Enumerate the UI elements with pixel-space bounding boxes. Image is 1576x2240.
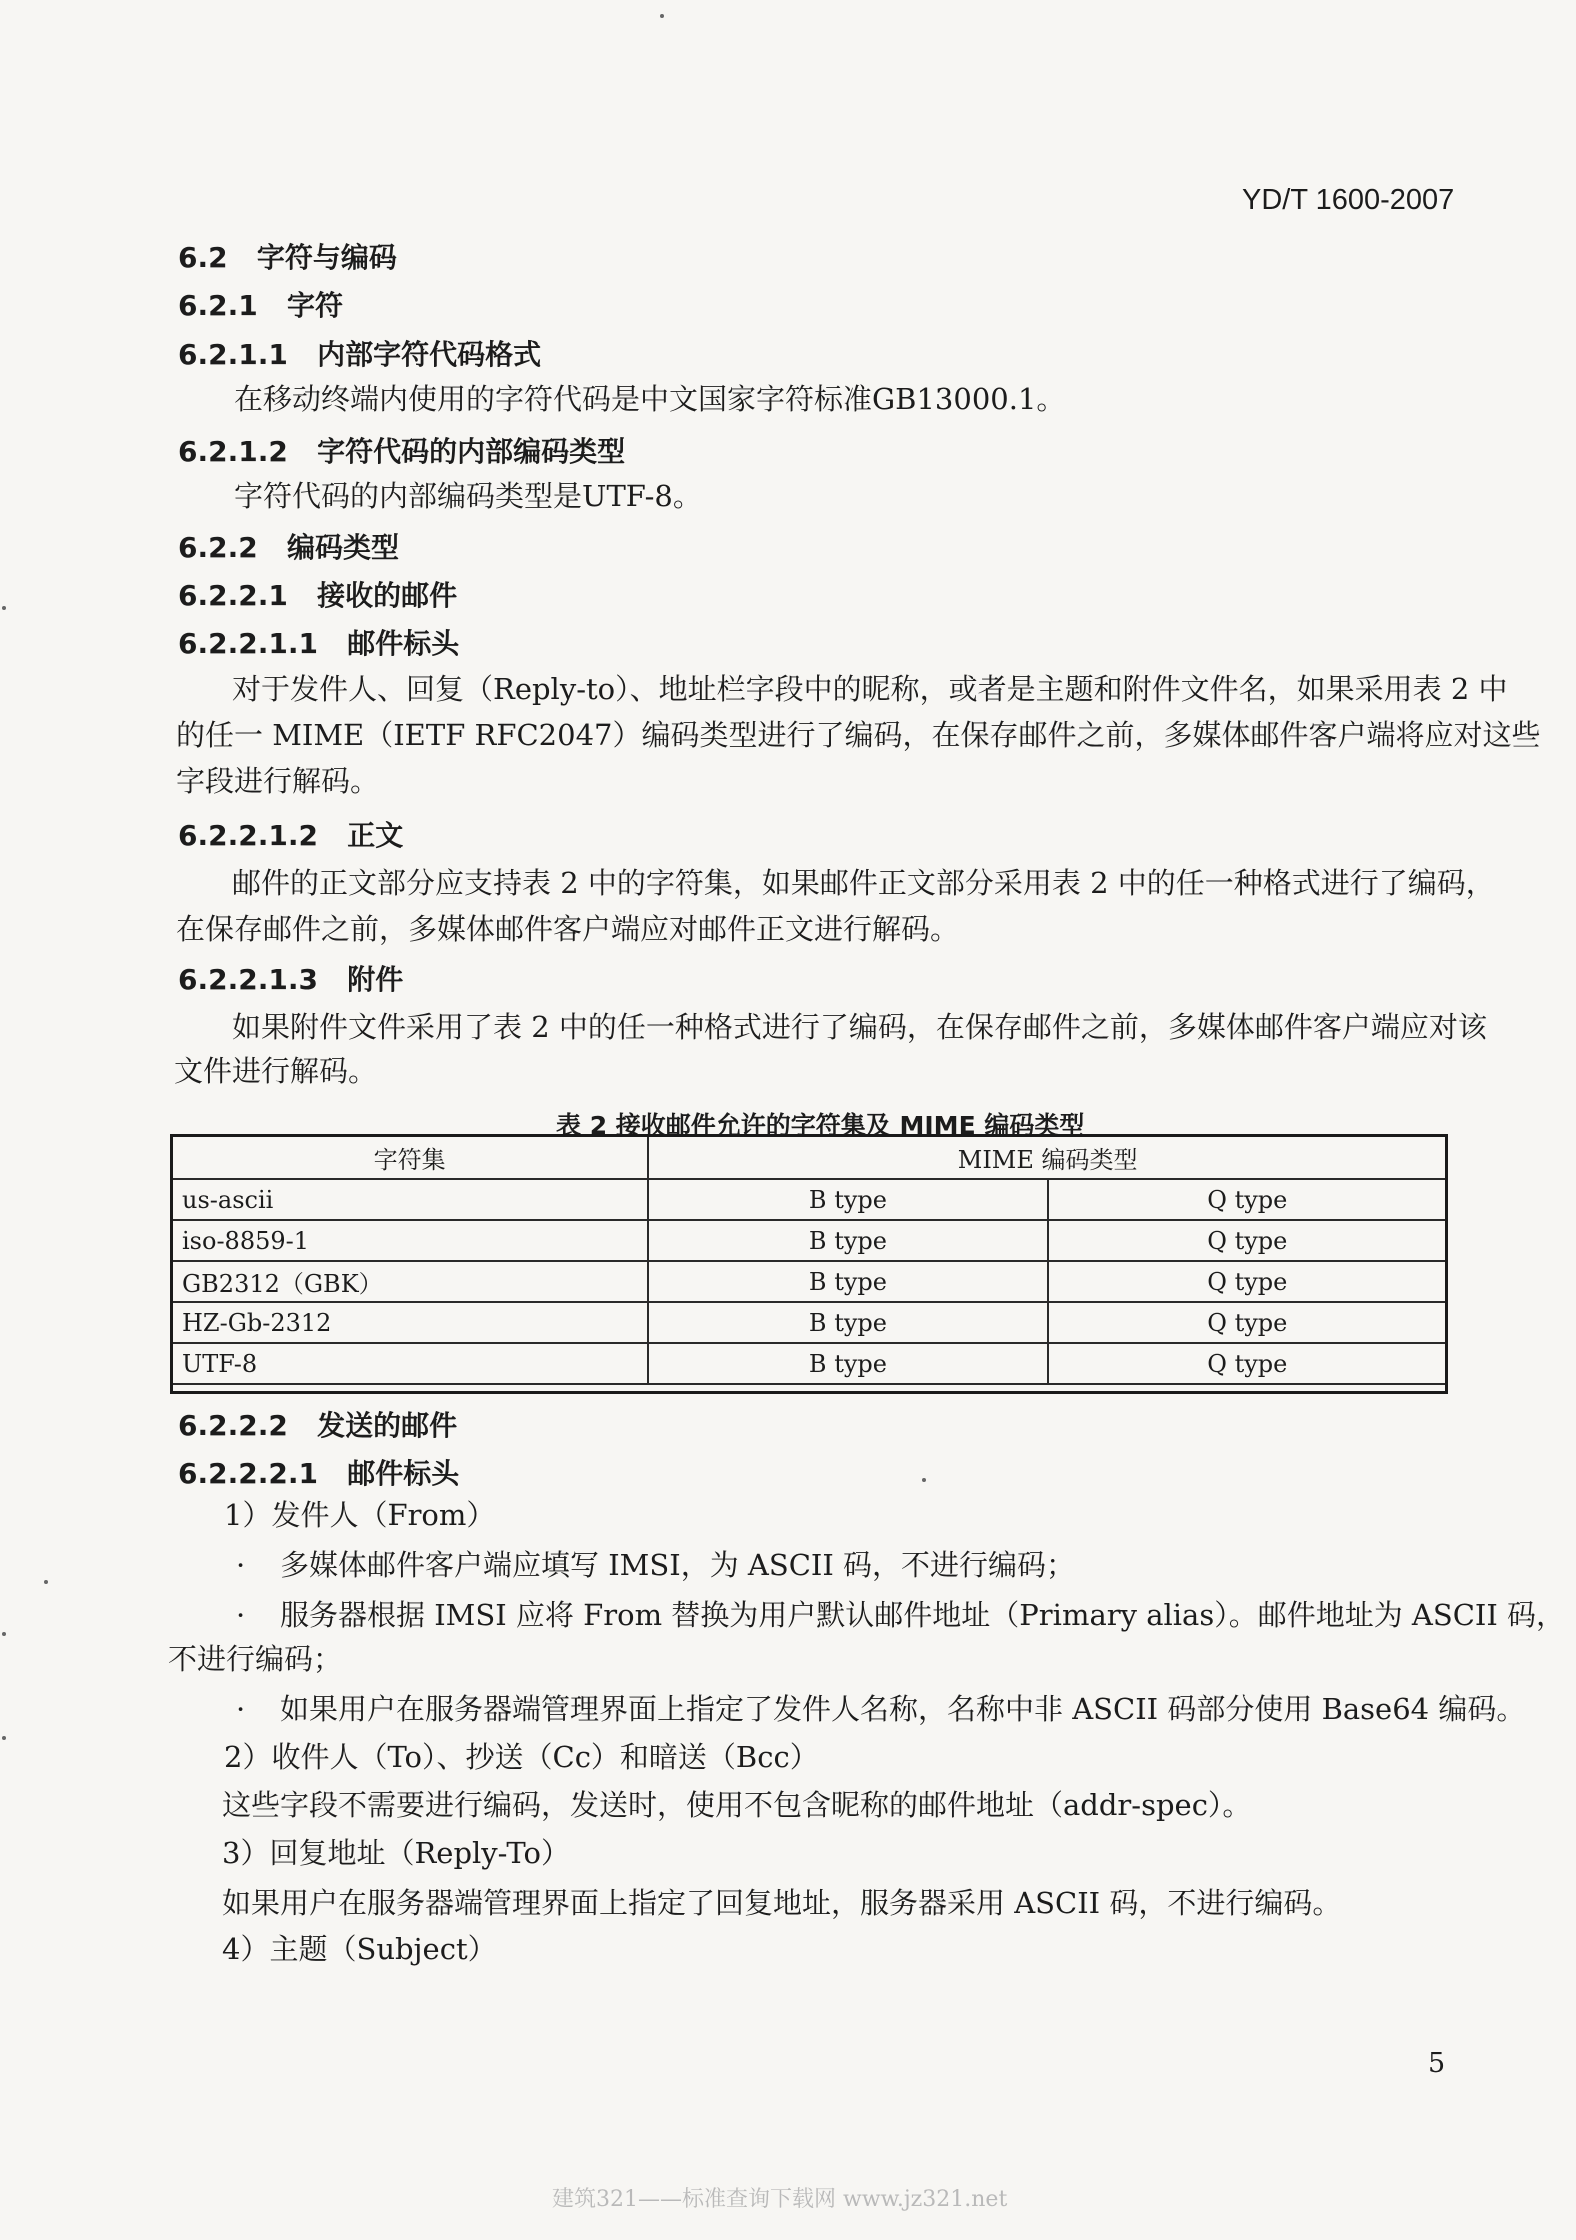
scan-speck (44, 1580, 48, 1584)
table-row (171, 1302, 1447, 1343)
section-number: 6.2.2.1.1 (178, 627, 318, 660)
section-heading (178, 814, 403, 854)
charset-table (170, 1134, 1448, 1385)
table-header-cell: MIME 编码类型 (648, 1135, 1447, 1179)
bullet-item: 多媒体邮件客户端应填写 IMSI，为 ASCII 码，不进行编码； (280, 1548, 1076, 1582)
section-number: 6.2.2.2 (178, 1409, 288, 1442)
section-title: 内部字符代码格式 (317, 338, 542, 371)
list-item: 2）收件人（To）、抄送（Cc）和暗送（Bcc） (224, 1740, 819, 1774)
paragraph-line: 文件进行解码。 (174, 1054, 378, 1088)
table-cell: Q type (1048, 1343, 1447, 1384)
section-heading (178, 430, 625, 470)
paragraph-line: 在保存邮件之前，多媒体邮件客户端应对邮件正文进行解码。 (176, 912, 960, 946)
bullet-icon: · (236, 1598, 246, 1632)
section-heading (178, 622, 459, 662)
section-number: 6.2.2.1.2 (178, 819, 318, 852)
table-header-cell: 字符集 (171, 1135, 648, 1179)
section-number: 6.2.1 (178, 289, 258, 322)
section-title: 正文 (347, 819, 404, 852)
section-heading (178, 574, 457, 614)
bullet-icon: · (236, 1692, 246, 1726)
table-cell: HZ-Gb-2312 (171, 1302, 648, 1343)
section-heading (178, 526, 399, 566)
document-number: YD/T 1600-2007 (1242, 184, 1455, 216)
bullet-item-continuation: 不进行编码； (168, 1642, 343, 1676)
paragraph-line: 如果附件文件采用了表 2 中的任一种格式进行了编码，在保存邮件之前，多媒体邮件客户端应对该 (232, 1010, 1487, 1044)
section-number: 6.2.2.1 (178, 579, 288, 612)
section-heading (178, 333, 541, 373)
section-title: 邮件标头 (347, 627, 460, 660)
section-title: 接收的邮件 (317, 579, 458, 612)
paragraph: 这些字段不需要进行编码，发送时，使用不包含昵称的邮件地址（addr-spec）。 (222, 1788, 1252, 1822)
section-title: 字符与编码 (256, 241, 397, 274)
section-heading (178, 1452, 459, 1492)
paragraph-line: 字段进行解码。 (176, 764, 380, 798)
table-cell: Q type (1048, 1302, 1447, 1343)
table-caption: 表 2 接收邮件允许的字符集及 MIME 编码类型 (556, 1111, 1085, 1140)
list-item: 3）回复地址（Reply-To） (222, 1836, 570, 1870)
section-number: 6.2.2.2.1 (178, 1457, 318, 1490)
bullet-item: 服务器根据 IMSI 应将 From 替换为用户默认邮件地址（Primary alias）。邮件地址为 ASCII 码， (280, 1598, 1566, 1632)
section-title: 字符 (286, 289, 343, 322)
footer-watermark: 建筑321——标准查询下载网 www.jz321.net (552, 2187, 1008, 2212)
section-number: 6.2.2 (178, 531, 258, 564)
table-cell: UTF-8 (171, 1343, 648, 1384)
paragraph: 字符代码的内部编码类型是UTF-8。 (234, 479, 702, 513)
table-cell: iso-8859-1 (171, 1220, 648, 1261)
section-heading (178, 958, 403, 998)
section-title: 附件 (347, 963, 404, 996)
section-title: 编码类型 (286, 531, 399, 564)
scan-speck (2, 606, 6, 610)
table-row (171, 1220, 1447, 1261)
paragraph: 如果用户在服务器端管理界面上指定了回复地址，服务器采用 ASCII 码，不进行编码。 (222, 1886, 1342, 1920)
bullet-icon: · (236, 1548, 246, 1582)
table-cell: Q type (1048, 1220, 1447, 1261)
paragraph-line: 对于发件人、回复（Reply-to）、地址栏字段中的昵称，或者是主题和附件文件名，如果采用表 2 中 (232, 672, 1508, 706)
section-title: 发送的邮件 (317, 1409, 458, 1442)
table-cell: Q type (1048, 1179, 1447, 1220)
section-number: 6.2.1.2 (178, 435, 288, 468)
table-cell: GB2312（GBK） (171, 1261, 648, 1302)
table-cell: B type (648, 1220, 1047, 1261)
paragraph: 在移动终端内使用的字符代码是中文国家字符标准GB13000.1。 (234, 382, 1066, 416)
table-row (171, 1261, 1447, 1302)
table-cell: us-ascii (171, 1179, 648, 1220)
scan-speck (922, 1478, 926, 1482)
table-cell: B type (648, 1261, 1047, 1302)
section-number: 6.2.2.1.3 (178, 963, 318, 996)
section-title: 邮件标头 (347, 1457, 460, 1490)
table-row (171, 1179, 1447, 1220)
table-header-row (171, 1135, 1447, 1179)
scan-speck (2, 1736, 6, 1740)
page-number: 5 (1428, 2048, 1446, 2079)
section-title: 字符代码的内部编码类型 (317, 435, 626, 468)
table-cell: B type (648, 1302, 1047, 1343)
section-heading (178, 1404, 457, 1444)
scan-speck (2, 1632, 6, 1636)
section-number: 6.2.1.1 (178, 338, 288, 371)
list-item: 4）主题（Subject） (222, 1932, 497, 1966)
scan-speck (660, 14, 664, 18)
paragraph-line: 的任一 MIME（IETF RFC2047）编码类型进行了编码，在保存邮件之前，多媒体邮件客户端将应对这些 (176, 718, 1541, 752)
table-cell: B type (648, 1343, 1047, 1384)
section-number: 6.2 (178, 241, 228, 274)
table-cell: Q type (1048, 1261, 1447, 1302)
table-cell: B type (648, 1179, 1047, 1220)
list-item: 1）发件人（From） (224, 1498, 496, 1532)
paragraph-line: 邮件的正文部分应支持表 2 中的字符集，如果邮件正文部分采用表 2 中的任一种格式进行了编码， (232, 866, 1495, 900)
section-heading (178, 284, 343, 324)
table-row (171, 1343, 1447, 1384)
section-heading (178, 236, 397, 276)
bullet-item: 如果用户在服务器端管理界面上指定了发件人名称，名称中非 ASCII 码部分使用 Base64 编码。 (280, 1692, 1526, 1726)
